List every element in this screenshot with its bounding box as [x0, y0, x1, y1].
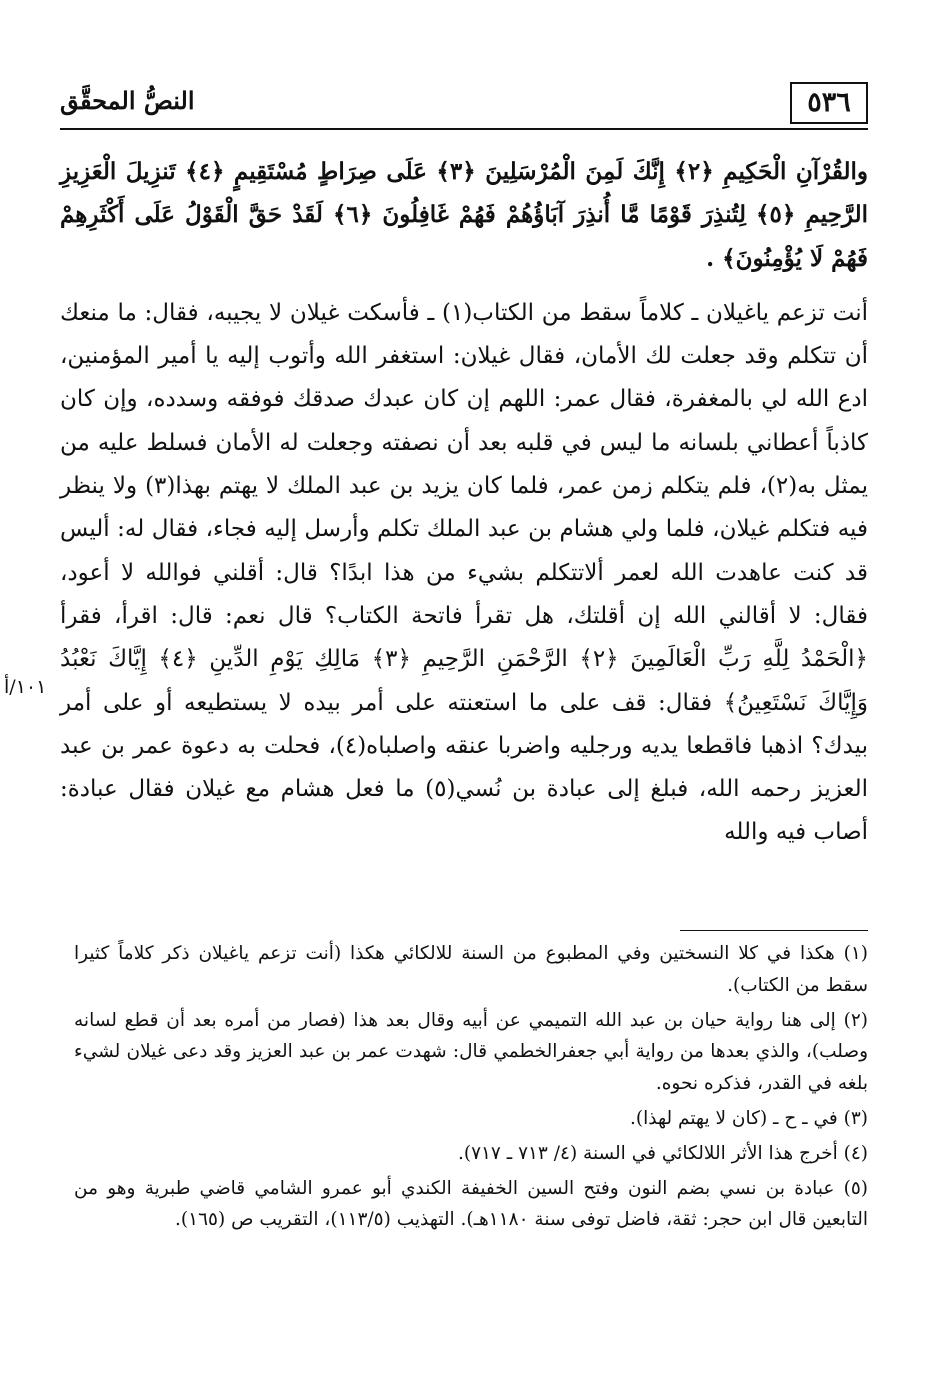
page-number: ٥٣٦ [790, 82, 868, 124]
main-text [60, 150, 868, 855]
running-title: النصُّ المحقَّق [60, 86, 195, 115]
footnote-separator [680, 930, 868, 931]
page-header [60, 82, 868, 128]
footnote-5: (٥) عبادة بن نسي بضم النون وفتح السين الخفيفة الكندي أبو عمرو الشامي قاضي طبرية وهو من التابعين قال ابن حجر: ثقة، فاضل توفى سنة ١١٨٠هـ). التهذيب (١١٣/٥)، التقريب ص (١٦٥). [74, 1177, 868, 1231]
quran-verses: والقُرْآنِ الْحَكِيمِ ﴿٢﴾ إِنَّكَ لَمِنَ الْمُرْسَلِينَ ﴿٣﴾ عَلَى صِرَاطٍ مُسْتَقِيمٍ ﴿٤﴾ تَنزِيلَ الْعَزِيزِ الرَّحِيمِ ﴿٥﴾ لِتُنذِرَ قَوْمًا مَّا أُنذِرَ آبَاؤُهُمْ فَهُمْ غَافِلُونَ ﴿٦﴾ لَقَدْ حَقَّ الْقَوْلُ عَلَى أَكْثَرِهِمْ فَهُمْ لَا يُؤْمِنُونَ﴾ . [60, 158, 869, 272]
manuscript-folio-marker: ١٠١/أ [4, 676, 47, 698]
footnote-4: (٤) أخرج هذا الأثر اللالكائي في السنة (٤/ ٧١٣ ـ ٧١٧). [457, 1142, 868, 1164]
header-rule [60, 128, 868, 130]
footnotes [74, 938, 868, 1239]
footnote-2: (٢) إلى هنا رواية حيان بن عبد الله التميمي عن أبيه وقال بعد هذا (فصار من أمره بعد أن قطع لسانه وصلب)، والذي بعدها من رواية أبي جعفرالخطمي قال: شهدت عمر بن عبد العزيز وقد دعى غيلان لشيء بلغه في القدر، فذكره نحوه. [74, 1009, 868, 1095]
footnote-3: (٣) في ـ ح ـ (كان لا يهتم لهذا). [630, 1107, 868, 1129]
footnote-1: (١) هكذا في كلا النسختين وفي المطبوع من السنة للالكائي هكذا (أنت تزعم ياغيلان ذكر كلاماً كثيرا سقط من الكتاب). [74, 943, 868, 996]
paragraph: أنت تزعم ياغيلان ـ كلاماً سقط من الكتاب(١) ـ فأسكت غيلان لا يجيبه، فقال: ما منعك أن تتكلم وقد جعلت لك الأمان، فقال غيلان: استغفر الله وأتوب إليه يا أمير المؤمنين، ادع الله لي بالمغفرة، فقال عمر: اللهم إن كان عبدك صدقك فوفقه وسدده، وإن كان كاذباً أعطاني بلسانه ما ليس في قلبه بعد أن نصفته وجعلت له الأمان فسلط عليه من يمثل به(٢)، فلم يتكلم زمن عمر، فلما كان يزيد بن عبد الملك لا يهتم بهذا(٣) ولا ينظر فيه فتكلم غيلان، فلما ولي هشام بن عبد الملك تكلم وأرسل إليه فجاء، فقال له: أليس قد كنت عاهدت الله لعمر ألاتتكلم بشيء من هذا ابدًا؟ قال: أقلني فوالله لا أعود، فقال: لا أقالني الله إن أقلتك، هل تقرأ فاتحة الكتاب؟ قال نعم: قال: اقرأ، فقرأ ﴿الْحَمْدُ لِلَّهِ رَبِّ الْعَالَمِينَ ﴿٢﴾ الرَّحْمَنِ الرَّحِيمِ ﴿٣﴾ مَالِكِ يَوْمِ الدِّينِ ﴿٤﴾ إِيَّاكَ نَعْبُدُ وَإِيَّاكَ نَسْتَعِينُ﴾ فقال: قف على ما استعنته على أمر بيده لا يستطيعه أو على أمر بيدك؟ اذهبا فاقطعا يديه ورجليه واضربا عنقه واصلباه(٤)، فحلت به دعوة عمر بن عبد العزيز رحمه الله، فبلغ إلى عبادة بن نُسي(٥) ما فعل هشام مع غيلان فقال عبادة: أصاب فيه والله [60, 299, 869, 846]
